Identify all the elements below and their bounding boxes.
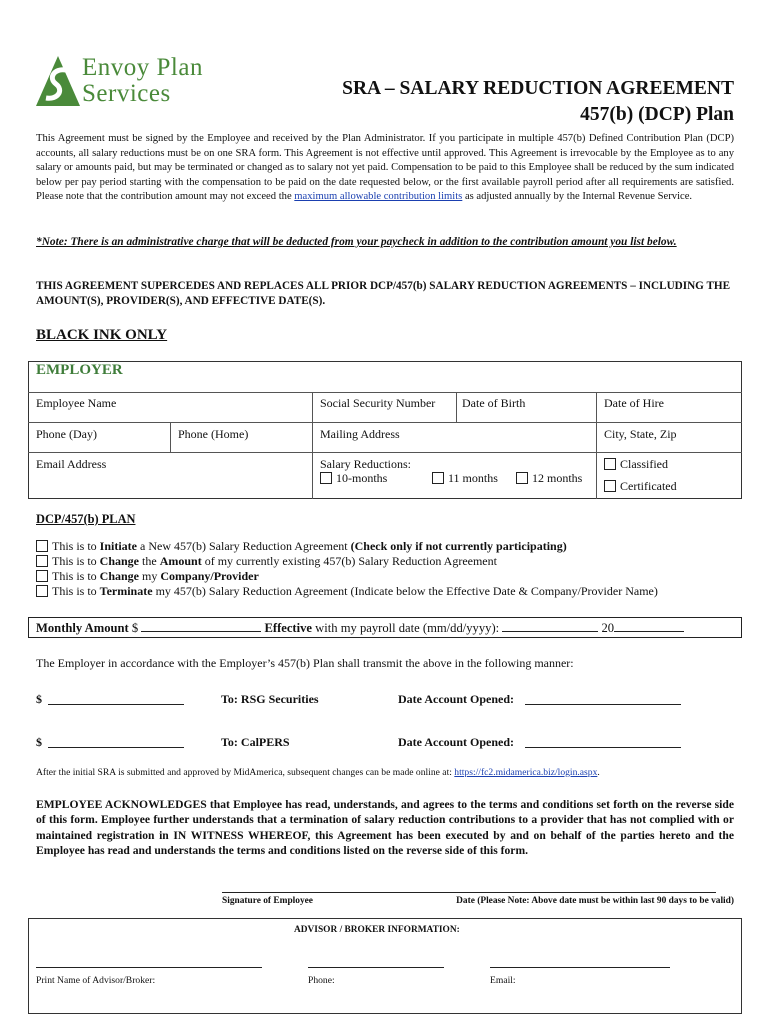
option-classified[interactable] (604, 457, 668, 472)
checkbox-icon[interactable] (36, 540, 48, 552)
mailing-address-field[interactable]: Mailing Address (320, 427, 400, 441)
divider (170, 422, 171, 452)
dcp-text-bold: Terminate (99, 584, 153, 598)
phone-home-field[interactable]: Phone (Home) (178, 427, 249, 441)
advisor-email-label: Email: (490, 975, 516, 986)
acknowledgement-paragraph: EMPLOYEE ACKNOWLEDGES that Employee has read, understands, and agrees to the terms and conditions set forth on the reverse side of this form. Employee further understands that a termination of salary reduction contributions to a provider that has not complied with or maintained registration in IN WITNESS WHEREOF, this Agreement has been executed by and on behalf of the parties hereto and the Employee has read and understands the terms and conditions listed on the reverse side of this form. (36, 798, 734, 858)
divider (312, 392, 313, 499)
dcp-text: This is to (52, 539, 100, 553)
dollar-sign: $ (128, 621, 142, 635)
checkbox-icon[interactable] (604, 458, 616, 470)
supersedes-notice: THIS AGREEMENT SUPERCEDES AND REPLACES ALL PRIOR DCP/457(b) SALARY REDUCTION AGREEMENTS – INCLUDING THE AMOUNT(S), PROVIDER(S), AND EFFECTIVE DATE(S). (36, 280, 731, 307)
calpers-amount-input[interactable] (48, 747, 184, 748)
calpers-date-input[interactable] (525, 747, 681, 748)
dcp-text-bold: (Check only if not currently participating) (350, 539, 567, 553)
divider (28, 392, 742, 393)
signature-line[interactable] (222, 892, 716, 893)
checkbox-icon[interactable] (432, 472, 444, 484)
dcp-text: a New 457(b) Salary Reduction Agreement (137, 539, 351, 553)
contribution-limits-link[interactable]: maximum allowable contribution limits (294, 191, 463, 203)
option-11-months[interactable] (432, 471, 498, 486)
effective-date-text: with my payroll date (mm/dd/yyyy): (312, 621, 503, 635)
option-12-months-label: 12 months (532, 471, 583, 485)
admin-charge-note: *Note: There is an administrative charge that will be deducted from your paycheck in addition to the contribution amount you list below. (36, 236, 677, 248)
transmit-text: The Employer in accordance with the Employer’s 457(b) Plan shall transmit the above in the following manner: (36, 656, 574, 670)
dcp-text-bold: Change (99, 569, 140, 583)
online-changes-note (36, 767, 600, 778)
logo-text-line2: Services (82, 80, 171, 107)
option-classified-label: Classified (620, 457, 668, 471)
dcp-text-bold: Initiate (99, 539, 138, 553)
calpers-to-label: To: CalPERS (221, 735, 290, 749)
dcp-option-initiate[interactable] (36, 539, 567, 554)
ssn-field[interactable]: Social Security Number (320, 396, 436, 410)
monthly-amount-row (36, 620, 684, 636)
dcp-text-bold: Amount (159, 554, 202, 568)
dcp-text-bold: Change (99, 554, 140, 568)
hire-date-field[interactable]: Date of Hire (604, 396, 664, 410)
city-state-zip-field[interactable]: City, State, Zip (604, 427, 677, 441)
effective-year-input[interactable] (614, 620, 684, 632)
checkbox-icon[interactable] (36, 555, 48, 567)
dcp-option-change-amount[interactable] (36, 554, 497, 569)
advisor-phone-input[interactable] (308, 967, 444, 968)
option-certificated[interactable] (604, 479, 677, 494)
checkbox-icon[interactable] (604, 480, 616, 492)
employee-name-field[interactable]: Employee Name (36, 396, 117, 410)
email-field[interactable]: Email Address (36, 457, 107, 471)
page-subtitle: 457(b) (DCP) Plan (580, 104, 734, 125)
advisor-email-input[interactable] (490, 967, 670, 968)
dcp-text: of my currently existing 457(b) Salary Reduction Agreement (201, 554, 497, 568)
checkbox-icon[interactable] (36, 585, 48, 597)
dcp-text: This is to (52, 554, 100, 568)
divider (456, 392, 457, 422)
midamerica-login-link[interactable]: https://fc2.midamerica.biz/login.aspx (454, 767, 598, 778)
signature-label: Signature of Employee (222, 896, 313, 906)
logo-mark-icon (36, 56, 80, 108)
intro-paragraph (36, 132, 734, 205)
effective-date-input[interactable] (502, 620, 598, 632)
advisor-phone-label: Phone: (308, 975, 335, 986)
rsg-to-label: To: RSG Securities (221, 692, 319, 706)
dob-field[interactable]: Date of Birth (462, 396, 526, 410)
dcp-text: This is to (52, 569, 100, 583)
calpers-dollar: $ (36, 735, 42, 749)
page-title: SRA – SALARY REDUCTION AGREEMENT (342, 78, 734, 99)
salary-reductions-label: Salary Reductions: (320, 457, 411, 471)
option-11-months-label: 11 months (448, 471, 498, 485)
dcp-text: This is to (52, 584, 100, 598)
rsg-dollar: $ (36, 692, 42, 706)
option-10-months[interactable] (320, 471, 387, 486)
monthly-amount-input[interactable] (141, 620, 261, 632)
intro-text-end: as adjusted annually by the Internal Revenue Service. (462, 191, 693, 203)
advisor-name-input[interactable] (36, 967, 262, 968)
employer-heading: EMPLOYER (36, 362, 123, 378)
rsg-amount-input[interactable] (48, 704, 184, 705)
divider (28, 452, 742, 453)
black-ink-notice: BLACK INK ONLY (36, 327, 168, 343)
intro-text: This Agreement must be signed by the Employee and received by the Plan Administrator. If you participate in multiple 457(b) Defined Contribution Plan (DCP) accounts, all salary reductions must be on one SRA form. This Agreement is not effective until approved. This Agreement is irrevocable by the Employee as to any salary or amounts paid, but may be terminated or changed as to salary not yet paid. Compensation to be paid to this Employee shall be reduced by the sum indicated below per pay period starting with the compensation to be paid on the date requested below, or the first available payroll period after all requirements are satisfied. Please note that the contribution amount may not exceed the (36, 133, 734, 203)
option-certificated-label: Certificated (620, 479, 677, 493)
divider (596, 392, 597, 499)
online-changes-end: . (597, 767, 600, 778)
dcp-text: my (139, 569, 161, 583)
effective-label: Effective (264, 621, 313, 635)
option-12-months[interactable] (516, 471, 582, 486)
advisor-heading: ADVISOR / BROKER INFORMATION: (294, 925, 460, 935)
rsg-date-input[interactable] (525, 704, 681, 705)
phone-day-field[interactable]: Phone (Day) (36, 427, 97, 441)
calpers-date-label: Date Account Opened: (398, 735, 514, 749)
dcp-option-change-provider[interactable] (36, 569, 259, 584)
online-changes-text: After the initial SRA is submitted and approved by MidAmerica, subsequent changes can be made online at: (36, 767, 455, 778)
dcp-text: the (139, 554, 160, 568)
monthly-amount-label: Monthly Amount (36, 621, 129, 635)
advisor-name-label: Print Name of Advisor/Broker: (36, 975, 156, 986)
dcp-plan-heading: DCP/457(b) PLAN (36, 512, 136, 526)
checkbox-icon[interactable] (320, 472, 332, 484)
dcp-text: my 457(b) Salary Reduction Agreement (Indicate below the Effective Date & Company/Provider Name) (152, 584, 658, 598)
checkbox-icon[interactable] (36, 570, 48, 582)
logo-text-line1: Envoy Plan (82, 54, 203, 81)
signature-date-label: Date (Please Note: Above date must be within last 90 days to be valid) (456, 896, 734, 906)
company-logo (36, 52, 246, 112)
checkbox-icon[interactable] (516, 472, 528, 484)
dcp-text-bold: Company/Provider (160, 569, 259, 583)
divider (28, 422, 742, 423)
dcp-option-terminate[interactable] (36, 584, 658, 599)
option-10-months-label: 10-months (336, 471, 388, 485)
rsg-date-label: Date Account Opened: (398, 692, 514, 706)
year-prefix: 20 (598, 621, 615, 635)
